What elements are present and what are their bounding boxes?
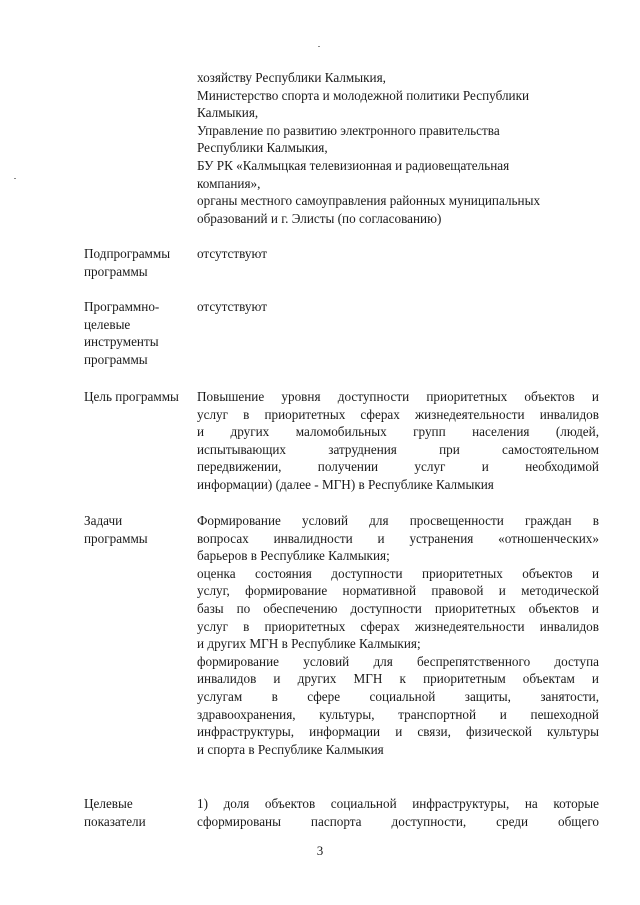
subprograms-value: отсутствуют xyxy=(197,246,267,261)
indicators-label: Целевые показатели xyxy=(84,796,146,829)
executor-line: хозяйству Республики Калмыкия, xyxy=(197,70,386,85)
executor-line: Управление по развитию электронного правительства xyxy=(197,122,500,138)
indicators-text: 1) доля объектов социальной инфраструктуры, на которые сформированы паспорта доступности, среди общего xyxy=(197,796,599,829)
subprograms-label: Подпрограммы программы xyxy=(84,246,171,279)
target-instruments-label: Программно- целевые инструменты программы xyxy=(84,299,160,367)
executor-line: образований и г. Элисты (по согласованию) xyxy=(197,210,442,226)
target-instruments-value: отсутствуют xyxy=(197,299,267,314)
executors-continuation xyxy=(197,69,599,227)
executor-line: БУ РК «Калмыцкая телевизионная и радиовещательная xyxy=(197,157,510,173)
tasks-text: Формирование условий для просвещенности граждан в вопросах инвалидности и устранения «отношенческих» барьеров в Республике Калмыкия; оценка состояния доступности приоритетных объектов и услуг, формирование нормативной правовой и методической базы по обеспечению доступности приоритетных объектов и услуг в приоритетных сферах жизнедеятельности инвалидов и других МГН в Республике Калмыкия; формирование условий для беспрепятственного доступа инвалидов и других МГН к приоритетным объектам и услугам в сфере социальной защиты, занятости, здравоохранения, культуры, транспортной и пешеходной инфраструктуры, информации и связи, физической культуры и спорта в Республике Калмыкия xyxy=(197,513,599,757)
executor-line: органы местного самоуправления районных муниципальных xyxy=(197,193,541,209)
executor-line: Министерство спорта и молодежной политики Республики xyxy=(197,87,530,103)
executor-line: компания», xyxy=(197,175,261,191)
tasks-label: Задачи программы xyxy=(84,513,148,546)
scan-speck xyxy=(14,178,16,179)
goal-text: Повышение уровня доступности приоритетных объектов и услуг в приоритетных сферах жизнедеятельности инвалидов и других маломобильных групп населения (людей, испытывающих затруднения при самостоятельном передвижении, получении услуг и необходимой информации) (далее - МГН) в Республике Калмыкия xyxy=(197,389,599,492)
executor-line: Калмыкия, xyxy=(197,105,259,121)
executor-line: Республики Калмыкия, xyxy=(197,140,328,156)
page-number: 3 xyxy=(316,843,324,858)
scan-speck xyxy=(318,46,320,47)
goal-label: Цель программы xyxy=(84,389,179,404)
